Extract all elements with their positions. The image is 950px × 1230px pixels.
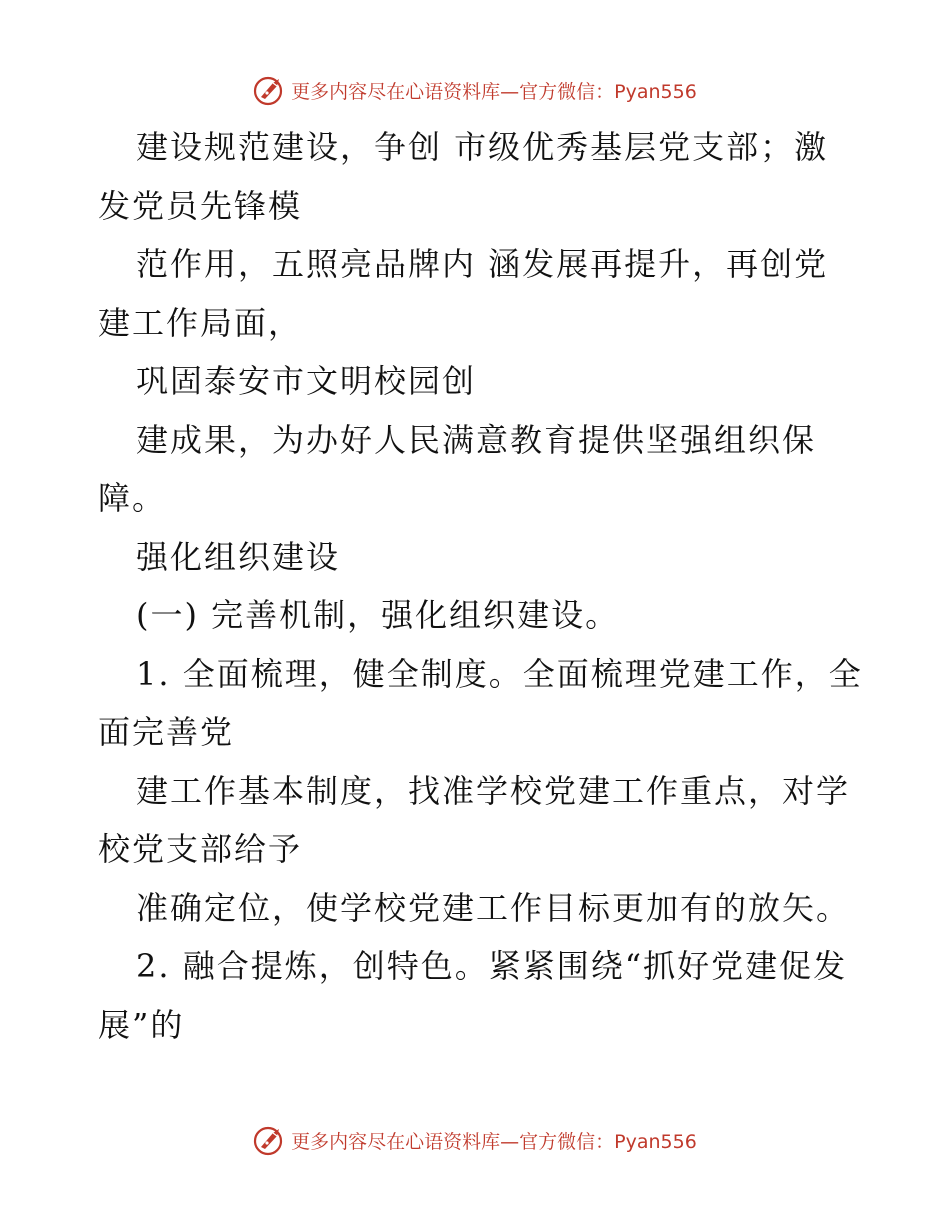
- body-line: 范作用，五照亮品牌内 涵发展再提升，再创党: [136, 245, 829, 283]
- body-line: 建成果，为办好人民满意教育提供坚强组织保: [136, 420, 817, 459]
- body-line: 建工作局面，: [98, 303, 303, 342]
- watermark-brand: 更多内容尽在心语资料库: [291, 1130, 501, 1153]
- header-watermark: [0, 70, 950, 110]
- watermark-brand: 更多内容尽在心语资料库: [291, 80, 501, 103]
- document-body: [98, 118, 863, 1054]
- body-line: 展”的: [98, 1005, 185, 1044]
- section-heading: 强化组织建设: [136, 537, 341, 576]
- pen-nib-logo-icon: [253, 73, 287, 107]
- watermark-text: [291, 1127, 697, 1154]
- watermark-dash: —: [500, 1130, 520, 1153]
- watermark-wechat: 官方微信：Pyan556: [519, 80, 697, 103]
- body-line: 障。: [98, 479, 167, 517]
- body-line: 准确定位，使学校党建工作目标更加有的放矢。: [136, 888, 851, 927]
- body-line: 巩固泰安市文明校园创: [136, 362, 477, 400]
- pen-nib-logo-icon: [253, 1123, 287, 1157]
- body-line: 校党支部给予: [98, 830, 303, 868]
- watermark-wechat: 官方微信：Pyan556: [519, 1130, 697, 1153]
- body-line: 建设规范建设，争创 市级优秀基层党支部；激: [136, 128, 829, 166]
- body-line: 建工作基本制度，找准学校党建工作重点，对学: [136, 771, 851, 810]
- body-line: 1. 全面梳理，健全制度。全面梳理党建工作，全: [136, 654, 863, 693]
- subsection-heading: (一) 完善机制，强化组织建设。: [136, 596, 620, 634]
- watermark-dash: —: [500, 80, 520, 103]
- body-line: 发党员先锋模: [98, 186, 303, 225]
- watermark-text: [291, 77, 697, 104]
- body-line: 面完善党: [98, 713, 235, 751]
- body-line: 2. 融合提炼，创特色。紧紧围绕“抓好党建促发: [136, 947, 848, 985]
- footer-watermark: [0, 1120, 950, 1160]
